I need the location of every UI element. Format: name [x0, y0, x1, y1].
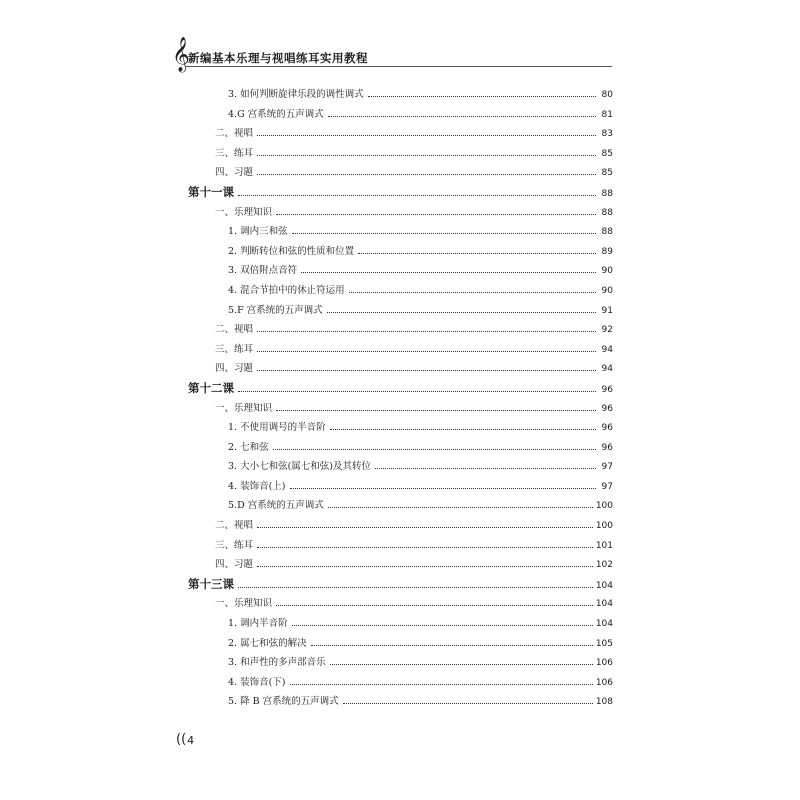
- toc-entry-page: 91: [601, 305, 613, 316]
- toc-entry-page: 104: [595, 580, 613, 591]
- dot-leader: [358, 252, 596, 254]
- toc-entry[interactable]: [188, 653, 613, 673]
- toc-entry-label: 二、视唱: [215, 128, 254, 140]
- toc-entry-page: 85: [601, 168, 613, 179]
- dot-leader: [311, 644, 593, 646]
- toc-entry[interactable]: [188, 340, 613, 360]
- toc-entry[interactable]: [188, 673, 613, 693]
- dot-leader: [375, 467, 596, 469]
- toc-entry-label: 4.G 宫系统的五声调式: [228, 108, 324, 120]
- toc-entry[interactable]: [188, 536, 613, 556]
- toc-entry-label: 四、习题: [215, 559, 254, 571]
- toc-entry[interactable]: [188, 692, 613, 712]
- dot-leader: [292, 624, 593, 626]
- toc-entry[interactable]: [188, 399, 613, 419]
- dot-leader: [330, 428, 596, 430]
- toc-entry-label: 四、习题: [215, 167, 254, 179]
- dot-leader: [292, 232, 596, 234]
- toc-entry-page: 104: [595, 619, 613, 630]
- toc-entry[interactable]: [188, 457, 613, 477]
- toc-entry-label: 5.D 宫系统的五声调式: [228, 500, 324, 512]
- toc-entry[interactable]: [188, 496, 613, 516]
- toc-entry[interactable]: [188, 105, 613, 125]
- toc-entry[interactable]: [188, 242, 613, 262]
- toc-entry-label: 1. 调内半音阶: [228, 618, 288, 630]
- toc-entry[interactable]: [188, 320, 613, 340]
- dot-leader: [328, 506, 593, 508]
- toc-entry[interactable]: [188, 124, 613, 144]
- toc-entry-page: 92: [601, 325, 613, 336]
- toc-entry-page: 83: [601, 129, 613, 140]
- treble-clef-icon: 𝄞: [172, 37, 190, 72]
- table-of-contents: [188, 85, 613, 712]
- toc-entry[interactable]: [188, 594, 613, 614]
- toc-entry[interactable]: [188, 281, 613, 301]
- dot-leader: [257, 565, 593, 567]
- toc-entry[interactable]: [188, 438, 613, 458]
- toc-entry-label: 4. 混合节拍中的休止符运用: [228, 284, 345, 296]
- toc-entry[interactable]: [188, 85, 613, 105]
- toc-entry-page: 100: [595, 501, 613, 512]
- toc-entry-label: 3. 大小七和弦(属七和弦)及其转位: [228, 461, 371, 473]
- toc-entry-page: 90: [601, 266, 613, 277]
- toc-entry-label: 第十二课: [188, 380, 234, 395]
- toc-entry-page: 101: [595, 540, 613, 551]
- toc-lesson-entry[interactable]: [188, 379, 613, 399]
- dot-leader: [238, 194, 596, 196]
- dot-leader: [343, 702, 593, 704]
- toc-entry-page: 97: [601, 462, 613, 473]
- toc-entry[interactable]: [188, 418, 613, 438]
- toc-entry-page: 94: [601, 364, 613, 375]
- toc-entry-label: 二、视唱: [215, 324, 254, 336]
- toc-entry[interactable]: [188, 516, 613, 536]
- toc-entry-page: 96: [601, 442, 613, 453]
- toc-entry-label: 2. 七和弦: [228, 441, 269, 453]
- dot-leader: [276, 409, 596, 411]
- toc-entry-label: 三、练耳: [215, 147, 254, 159]
- toc-entry-label: 三、练耳: [215, 539, 254, 551]
- toc-entry[interactable]: [188, 144, 613, 164]
- dot-leader: [368, 95, 596, 97]
- toc-entry-label: 1. 调内三和弦: [228, 226, 288, 238]
- toc-entry-label: 2. 判断转位和弦的性质和位置: [228, 245, 355, 257]
- dot-leader: [276, 604, 593, 606]
- toc-entry-page: 96: [601, 384, 613, 395]
- dot-leader: [330, 663, 593, 665]
- page-footer: [176, 730, 194, 750]
- dot-leader: [257, 154, 596, 156]
- toc-entry-label: 四、习题: [215, 363, 254, 375]
- toc-entry-label: 5. 降 B 宫系统的五声调式: [228, 696, 339, 708]
- toc-entry-page: 106: [595, 677, 613, 688]
- page-header: [172, 37, 612, 74]
- toc-entry-label: 第十一课: [188, 184, 234, 199]
- toc-lesson-entry[interactable]: [188, 575, 613, 595]
- toc-entry-label: 二、视唱: [215, 520, 254, 532]
- dot-leader: [301, 271, 596, 273]
- dot-leader: [273, 448, 596, 450]
- header-divider: [186, 66, 612, 67]
- dot-leader: [257, 330, 596, 332]
- toc-entry-page: 88: [601, 227, 613, 238]
- toc-entry-label: 3. 双倍附点音符: [228, 265, 298, 277]
- toc-lesson-entry[interactable]: [188, 183, 613, 203]
- toc-entry-label: 2. 属七和弦的解决: [228, 637, 307, 649]
- toc-entry[interactable]: [188, 614, 613, 634]
- toc-entry-label: 3. 和声性的多声部音乐: [228, 657, 326, 669]
- toc-entry-page: 104: [595, 599, 613, 610]
- dot-leader: [257, 526, 593, 528]
- toc-entry-label: 5.F 宫系统的五声调式: [228, 304, 323, 316]
- book-title: 新编基本乐理与视唱练耳实用教程: [188, 51, 368, 65]
- dot-leader: [257, 546, 593, 548]
- toc-entry-label: 1. 不使用调号的半音阶: [228, 422, 326, 434]
- sound-wave-icon: ((: [176, 732, 187, 747]
- toc-entry-page: 100: [595, 521, 613, 532]
- toc-entry-page: 96: [601, 403, 613, 414]
- toc-entry-label: 一、乐理知识: [215, 402, 273, 414]
- toc-entry-page: 108: [595, 697, 613, 708]
- dot-leader: [238, 390, 596, 392]
- toc-entry-page: 88: [601, 188, 613, 199]
- toc-entry[interactable]: [188, 477, 613, 497]
- dot-leader: [257, 173, 596, 175]
- toc-entry-page: 102: [595, 560, 613, 571]
- toc-entry[interactable]: [188, 634, 613, 654]
- toc-entry-page: 97: [601, 481, 613, 492]
- toc-entry-page: 96: [601, 423, 613, 434]
- dot-leader: [290, 487, 597, 489]
- dot-leader: [349, 291, 596, 293]
- toc-entry-page: 94: [601, 344, 613, 355]
- toc-entry-page: 81: [601, 109, 613, 120]
- toc-entry-label: 三、练耳: [215, 343, 254, 355]
- toc-entry-page: 106: [595, 658, 613, 669]
- toc-entry-page: 105: [595, 638, 613, 649]
- dot-leader: [327, 311, 596, 313]
- dot-leader: [257, 369, 596, 371]
- dot-leader: [257, 350, 596, 352]
- dot-leader: [257, 134, 596, 136]
- toc-entry-page: 85: [601, 148, 613, 159]
- toc-entry-label: 4. 装饰音(上): [228, 480, 286, 492]
- toc-entry-page: 88: [601, 207, 613, 218]
- toc-entry-page: 89: [601, 246, 613, 257]
- toc-entry[interactable]: [188, 163, 613, 183]
- dot-leader: [276, 213, 596, 215]
- toc-entry-page: 80: [601, 90, 613, 100]
- toc-entry-label: 一、乐理知识: [215, 206, 273, 218]
- toc-entry[interactable]: [188, 301, 613, 321]
- toc-entry-label: 3. 如何判断旋律乐段的调性调式: [228, 89, 364, 100]
- toc-entry[interactable]: [188, 359, 613, 379]
- toc-entry-label: 4. 装饰音(下): [228, 676, 286, 688]
- dot-leader: [328, 115, 596, 117]
- toc-entry-page: 90: [601, 285, 613, 296]
- toc-entry[interactable]: [188, 203, 613, 223]
- toc-entry[interactable]: [188, 555, 613, 575]
- toc-entry-label: 第十三课: [188, 576, 234, 591]
- toc-entry[interactable]: [188, 261, 613, 281]
- dot-leader: [238, 586, 593, 588]
- page-number: 4: [187, 733, 195, 747]
- toc-entry[interactable]: [188, 222, 613, 242]
- dot-leader: [290, 683, 593, 685]
- toc-entry-label: 一、乐理知识: [215, 598, 273, 610]
